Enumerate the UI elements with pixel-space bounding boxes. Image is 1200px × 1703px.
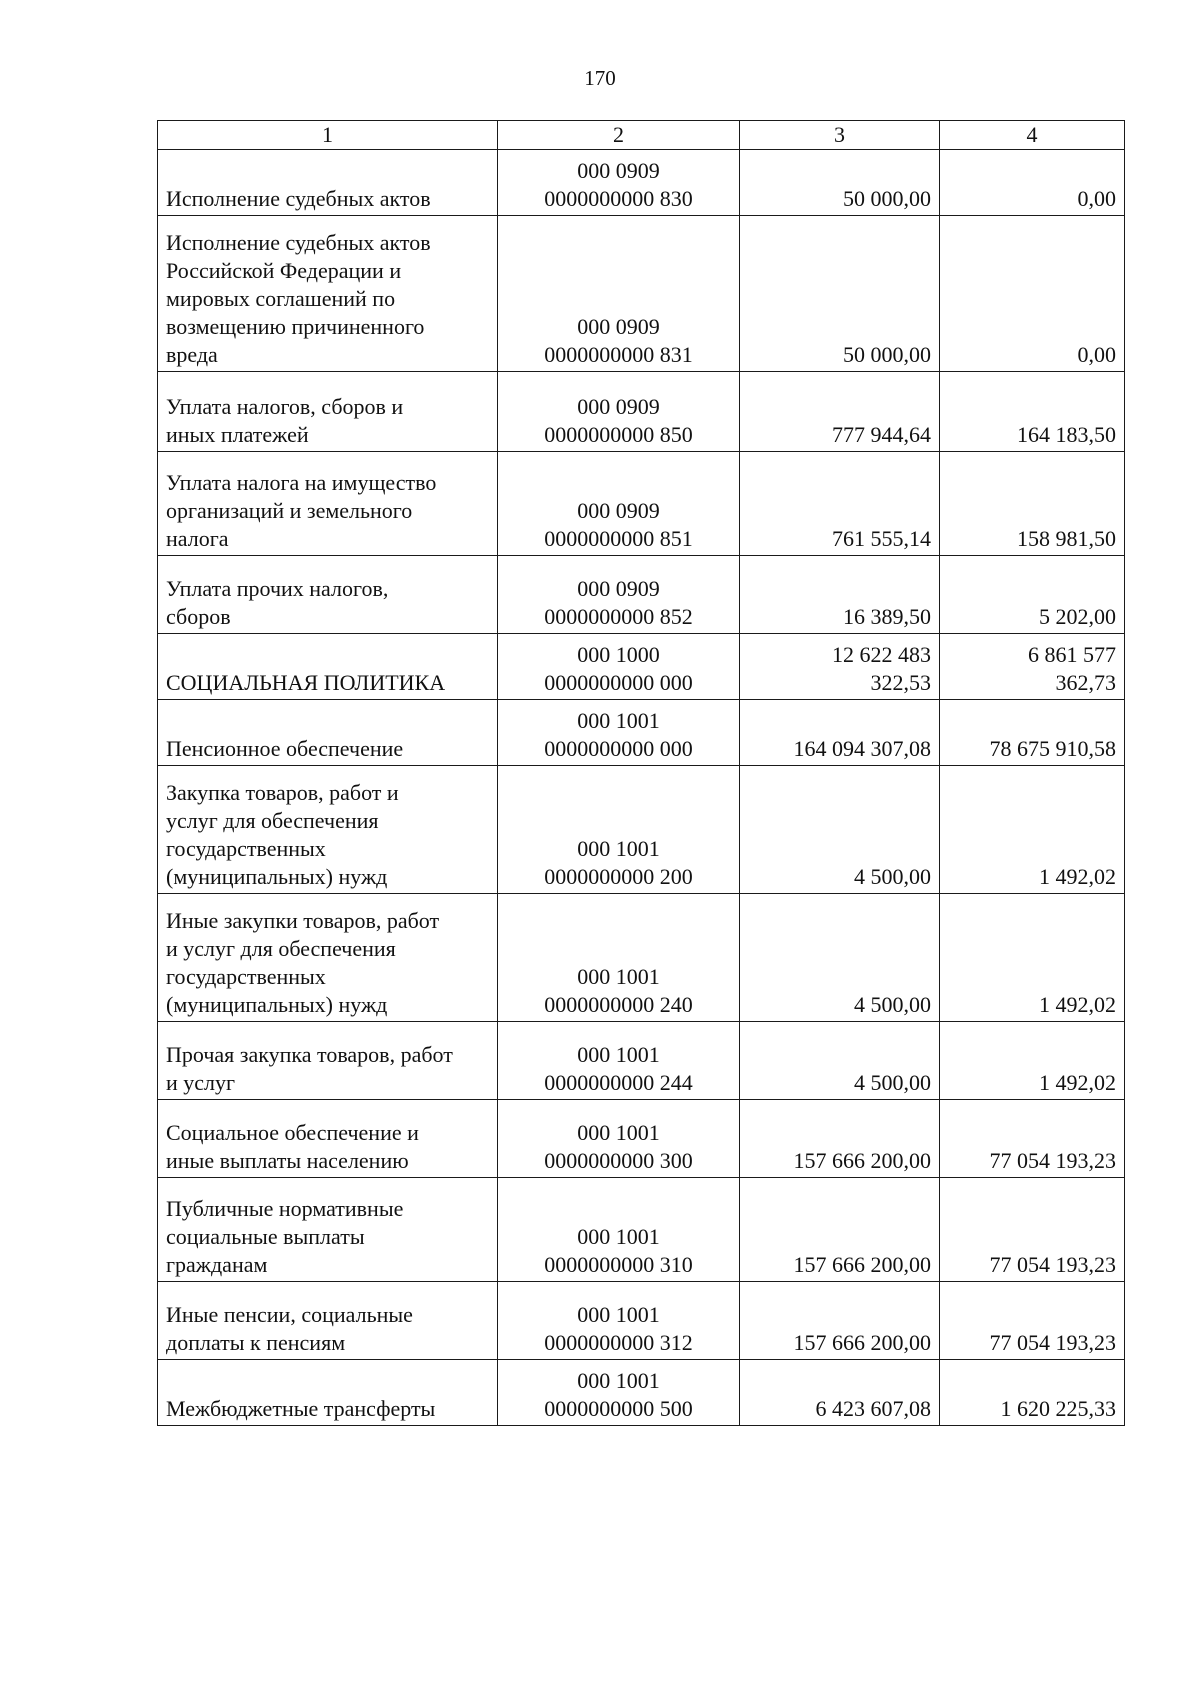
row-name-line: Пенсионное обеспечение [166,736,404,761]
row-name-line: Межбюджетные трансферты [166,1396,436,1421]
row-amount-col3-line: 157 666 200,00 [793,1252,931,1277]
table-row [158,372,1125,452]
row-code-line: 0000000000 310 [544,1252,693,1277]
row-name-line: услуг для обеспечения [166,808,379,833]
row-code-line: 0000000000 830 [544,186,693,211]
row-amount-col3-line: 322,53 [870,670,931,695]
row-code-line: 000 1001 [577,964,660,989]
row-amount-col4-line: 0,00 [1077,342,1116,367]
row-name [158,1100,498,1178]
row-code-line: 000 1001 [577,1368,660,1393]
row-code-line: 0000000000 244 [544,1070,693,1095]
row-amount-col4 [940,1100,1125,1178]
row-name [158,372,498,452]
row-amount-col4-line: 1 492,02 [1039,992,1116,1017]
row-amount-col4-line: 1 620 225,33 [1000,1396,1116,1421]
row-name-line: гражданам [166,1252,268,1277]
row-amount-col3-line: 16 389,50 [843,604,931,629]
row-amount-col4 [940,1360,1125,1426]
row-name-line: (муниципальных) нужд [166,864,388,889]
header-col-1: 1 [158,121,498,150]
table-row [158,150,1125,216]
row-amount-col4-line: 5 202,00 [1039,604,1116,629]
row-name-line: Исполнение судебных актов [166,230,431,255]
header-row [158,121,1125,150]
row-amount-col4-line: 6 861 577 [1028,642,1116,667]
row-code-line: 0000000000 240 [544,992,693,1017]
row-code-line: 000 0909 [577,498,660,523]
row-amount-col3-line: 164 094 307,08 [793,736,931,761]
row-code [498,634,740,700]
row-name-line: налога [166,526,229,551]
row-name-line: Уплата прочих налогов, [166,576,389,601]
row-name [158,766,498,894]
row-code-line: 000 0909 [577,314,660,339]
row-amount-col4-line: 1 492,02 [1039,864,1116,889]
row-name-line: Исполнение судебных актов [166,186,431,211]
row-code [498,766,740,894]
row-amount-col3 [740,1100,940,1178]
row-code-line: 000 0909 [577,576,660,601]
row-amount-col4 [940,150,1125,216]
row-code [498,1360,740,1426]
row-code [498,150,740,216]
row-name-line: Иные закупки товаров, работ [166,908,440,933]
row-code-line: 0000000000 200 [544,864,693,889]
row-code-line: 000 1001 [577,1302,660,1327]
row-name [158,1282,498,1360]
row-amount-col3 [740,452,940,556]
row-amount-col4 [940,452,1125,556]
row-name [158,556,498,634]
row-code [498,1022,740,1100]
table-row [158,1282,1125,1360]
row-code-line: 0000000000 500 [544,1396,693,1421]
row-name-line: социальные выплаты [166,1224,365,1249]
table-row [158,216,1125,372]
row-name-line: Закупка товаров, работ и [166,780,399,805]
table-row [158,766,1125,894]
row-amount-col3-line: 4 500,00 [854,864,931,889]
row-amount-col3 [740,216,940,372]
row-amount-col3 [740,150,940,216]
row-amount-col4-line: 362,73 [1055,670,1116,695]
row-name [158,1360,498,1426]
table-row [158,1100,1125,1178]
table-row [158,1178,1125,1282]
row-amount-col3-line: 12 622 483 [832,642,931,667]
row-amount-col3 [740,372,940,452]
row-amount-col4 [940,634,1125,700]
row-name-line: организаций и земельного [166,498,413,523]
row-code-line: 0000000000 000 [544,670,693,695]
row-code-line: 0000000000 852 [544,604,693,629]
row-name-line: возмещению причиненного [166,314,425,339]
row-amount-col3 [740,700,940,766]
row-code-line: 0000000000 300 [544,1148,693,1173]
row-amount-col4 [940,700,1125,766]
row-code-line: 000 1001 [577,836,660,861]
row-code [498,452,740,556]
row-amount-col3 [740,766,940,894]
row-amount-col3-line: 157 666 200,00 [793,1148,931,1173]
row-amount-col4 [940,216,1125,372]
row-code-line: 000 0909 [577,394,660,419]
row-name-line: и услуг [166,1070,236,1095]
row-amount-col3-line: 50 000,00 [843,186,931,211]
row-amount-col3-line: 4 500,00 [854,992,931,1017]
row-amount-col4 [940,556,1125,634]
table-body [158,150,1125,1426]
row-name-line: Уплата налога на имущество [166,470,437,495]
row-amount-col3 [740,1360,940,1426]
row-code-line: 000 1001 [577,708,660,733]
row-code [498,372,740,452]
row-name [158,894,498,1022]
row-name [158,452,498,556]
row-name-line: Социальное обеспечение и [166,1120,419,1145]
table-row [158,1360,1125,1426]
row-name-line: государственных [166,964,326,989]
row-amount-col4-line: 77 054 193,23 [989,1252,1116,1277]
row-amount-col3-line: 50 000,00 [843,342,931,367]
row-amount-col3-line: 761 555,14 [832,526,931,551]
row-name-line: доплаты к пенсиям [166,1330,346,1355]
row-name [158,1022,498,1100]
table-row [158,1022,1125,1100]
row-code [498,556,740,634]
row-code-line: 0000000000 850 [544,422,693,447]
row-amount-col4 [940,1178,1125,1282]
row-amount-col4-line: 0,00 [1077,186,1116,211]
row-code-line: 000 1001 [577,1042,660,1067]
row-name-line: Российской Федерации и [166,258,402,283]
row-code-line: 0000000000 851 [544,526,693,551]
row-name-line: (муниципальных) нужд [166,992,388,1017]
table-row [158,556,1125,634]
row-name-line: вреда [166,342,218,367]
row-name-line: иные выплаты населению [166,1148,409,1173]
row-name-line: мировых соглашений по [166,286,396,311]
table-row [158,700,1125,766]
row-amount-col4-line: 77 054 193,23 [989,1148,1116,1173]
row-amount-col3 [740,1022,940,1100]
row-code [498,700,740,766]
row-name [158,150,498,216]
row-name-line: Публичные нормативные [166,1196,404,1221]
row-amount-col4 [940,1022,1125,1100]
header-col-3: 3 [740,121,940,150]
row-amount-col4-line: 77 054 193,23 [989,1330,1116,1355]
row-amount-col3-line: 4 500,00 [854,1070,931,1095]
row-name-line: Прочая закупка товаров, работ [166,1042,453,1067]
row-name-line: государственных [166,836,326,861]
row-code [498,216,740,372]
page-number: 170 [584,66,616,90]
row-name [158,1178,498,1282]
row-name-line: Уплата налогов, сборов и [166,394,404,419]
row-code [498,1282,740,1360]
row-amount-col4-line: 164 183,50 [1017,422,1116,447]
row-amount-col3 [740,556,940,634]
table-row [158,894,1125,1022]
row-name [158,216,498,372]
budget-table [157,120,1125,1426]
row-code-line: 000 1000 [577,642,660,667]
row-name-line: СОЦИАЛЬНАЯ ПОЛИТИКА [166,670,446,695]
row-code [498,1100,740,1178]
header-col-2: 2 [498,121,740,150]
header-col-4: 4 [940,121,1125,150]
row-name-line: Иные пенсии, социальные [166,1302,413,1327]
row-code-line: 000 1001 [577,1224,660,1249]
row-name [158,634,498,700]
row-code [498,1178,740,1282]
row-amount-col3-line: 157 666 200,00 [793,1330,931,1355]
row-amount-col4-line: 158 981,50 [1017,526,1116,551]
row-amount-col4 [940,766,1125,894]
row-amount-col3-line: 6 423 607,08 [815,1396,931,1421]
row-amount-col3 [740,1178,940,1282]
row-code-line: 0000000000 312 [544,1330,693,1355]
row-amount-col4 [940,372,1125,452]
row-code-line: 000 0909 [577,158,660,183]
row-code-line: 0000000000 000 [544,736,693,761]
row-amount-col4-line: 1 492,02 [1039,1070,1116,1095]
table-row [158,452,1125,556]
row-code-line: 0000000000 831 [544,342,693,367]
row-amount-col3 [740,1282,940,1360]
row-name-line: и услуг для обеспечения [166,936,396,961]
row-name [158,700,498,766]
row-amount-col4 [940,1282,1125,1360]
row-code [498,894,740,1022]
row-amount-col4 [940,894,1125,1022]
row-name-line: сборов [166,604,231,629]
row-amount-col3-line: 777 944,64 [832,422,931,447]
row-amount-col3 [740,634,940,700]
row-amount-col4-line: 78 675 910,58 [989,736,1116,761]
table-row [158,634,1125,700]
row-code-line: 000 1001 [577,1120,660,1145]
row-name-line: иных платежей [166,422,309,447]
row-amount-col3 [740,894,940,1022]
